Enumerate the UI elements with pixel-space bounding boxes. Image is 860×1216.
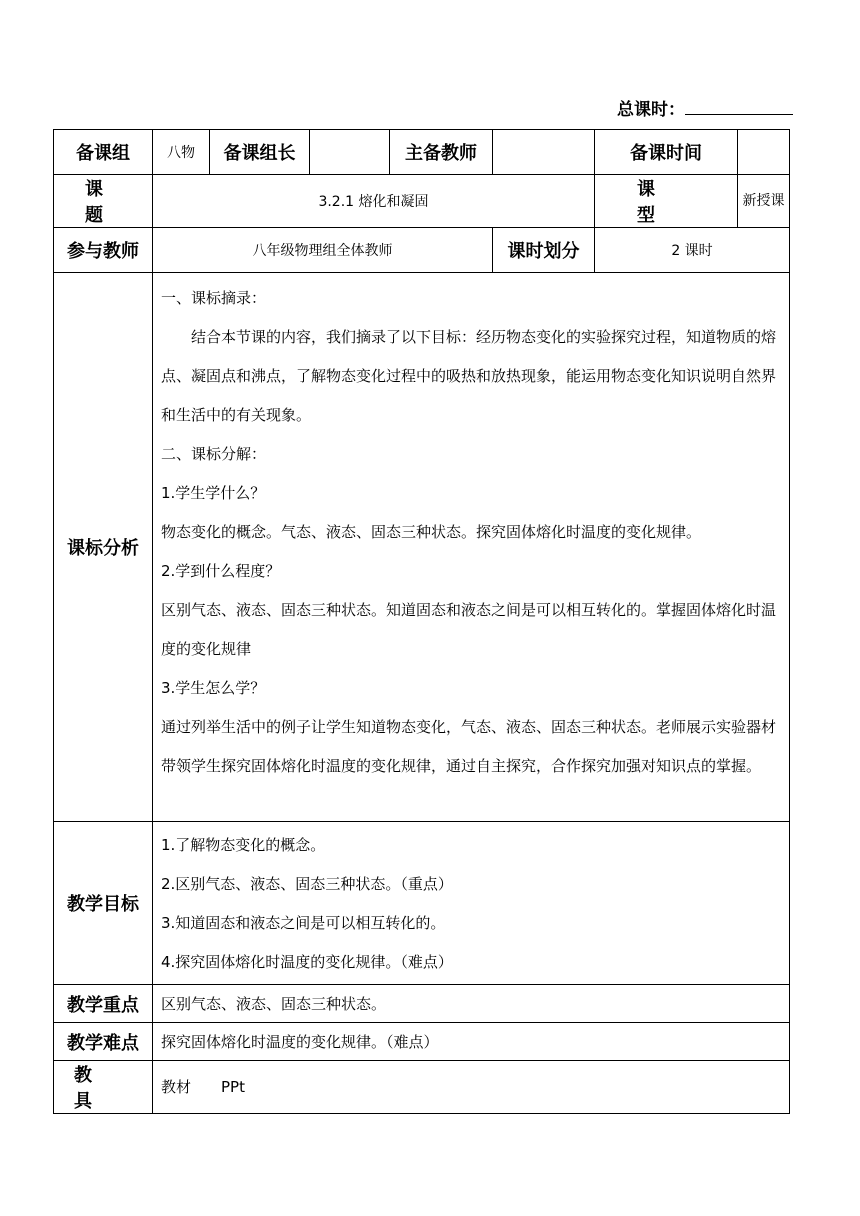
tools-label: 教 具 bbox=[54, 1061, 153, 1114]
key-points-label: 教学重点 bbox=[54, 985, 153, 1023]
topic-value: 3.2.1 熔化和凝固 bbox=[153, 175, 595, 228]
key-points-value: 区别气态、液态、固态三种状态。 bbox=[153, 985, 790, 1023]
answer: 通过列举生活中的例子让学生知道物态变化，气态、液态、固态三种状态。老师展示实验器材带领学生探究固体熔化时温度的变化规律，通过自主探究，合作探究加强对知识点的掌握。 bbox=[161, 718, 777, 775]
goal-item: 4.探究固体熔化时温度的变化规律。（难点） bbox=[161, 953, 453, 971]
paragraph: 结合本节课的内容，我们摘录了以下目标：经历物态变化的实验探究过程，知道物质的熔点、凝固点和沸点，了解物态变化过程中的吸热和放热现象，能运用物态变化知识说明自然界和生活中的有关现象。 bbox=[161, 328, 777, 424]
goal-item: 2.区别气态、液态、固态三种状态。（重点） bbox=[161, 875, 453, 893]
topic-label: 课 题 bbox=[54, 175, 153, 228]
total-class-hours bbox=[617, 95, 793, 120]
section-title: 二、课标分解： bbox=[161, 445, 267, 463]
main-teacher-value[interactable] bbox=[493, 130, 595, 175]
lesson-type-value: 新授课 bbox=[738, 175, 790, 228]
prep-time-value[interactable] bbox=[738, 130, 790, 175]
lesson-type-label: 课 型 bbox=[595, 175, 738, 228]
goal-item: 1.了解物态变化的概念。 bbox=[161, 836, 326, 854]
prep-time-label: 备课时间 bbox=[595, 130, 738, 175]
answer: 物态变化的概念。气态、液态、固态三种状态。探究固体熔化时温度的变化规律。 bbox=[161, 523, 702, 541]
group-leader-label: 备课组长 bbox=[210, 130, 310, 175]
standard-analysis-content bbox=[153, 273, 790, 822]
answer: 区别气态、液态、固态三种状态。知道固态和液态之间是可以相互转化的。掌握固体熔化时温度的变化规律 bbox=[161, 601, 777, 658]
period-value: 2 课时 bbox=[595, 228, 790, 273]
main-teacher-label: 主备教师 bbox=[390, 130, 493, 175]
question: 1.学生学什么？ bbox=[161, 484, 266, 502]
question: 3.学生怎么学？ bbox=[161, 679, 266, 697]
goal-item: 3.知道固态和液态之间是可以相互转化的。 bbox=[161, 914, 446, 932]
prep-group-label: 备课组 bbox=[54, 130, 153, 175]
group-leader-value[interactable] bbox=[310, 130, 390, 175]
difficulties-value: 探究固体熔化时温度的变化规律。（难点） bbox=[153, 1023, 790, 1061]
teachers-label: 参与教师 bbox=[54, 228, 153, 273]
lesson-plan-table bbox=[53, 129, 790, 1114]
difficulties-label: 教学难点 bbox=[54, 1023, 153, 1061]
standard-analysis-label: 课标分析 bbox=[54, 273, 153, 822]
tools-value: 教材 PPt bbox=[153, 1061, 790, 1114]
question: 2.学到什么程度？ bbox=[161, 562, 281, 580]
total-class-hours-blank[interactable] bbox=[685, 98, 793, 115]
goals-content bbox=[153, 822, 790, 985]
section-title: 一、课标摘录： bbox=[161, 289, 267, 307]
teachers-value: 八年级物理组全体教师 bbox=[153, 228, 493, 273]
period-label: 课时划分 bbox=[493, 228, 595, 273]
goals-label: 教学目标 bbox=[54, 822, 153, 985]
prep-group-value: 八物 bbox=[153, 130, 210, 175]
total-class-hours-label: 总课时： bbox=[617, 100, 685, 120]
